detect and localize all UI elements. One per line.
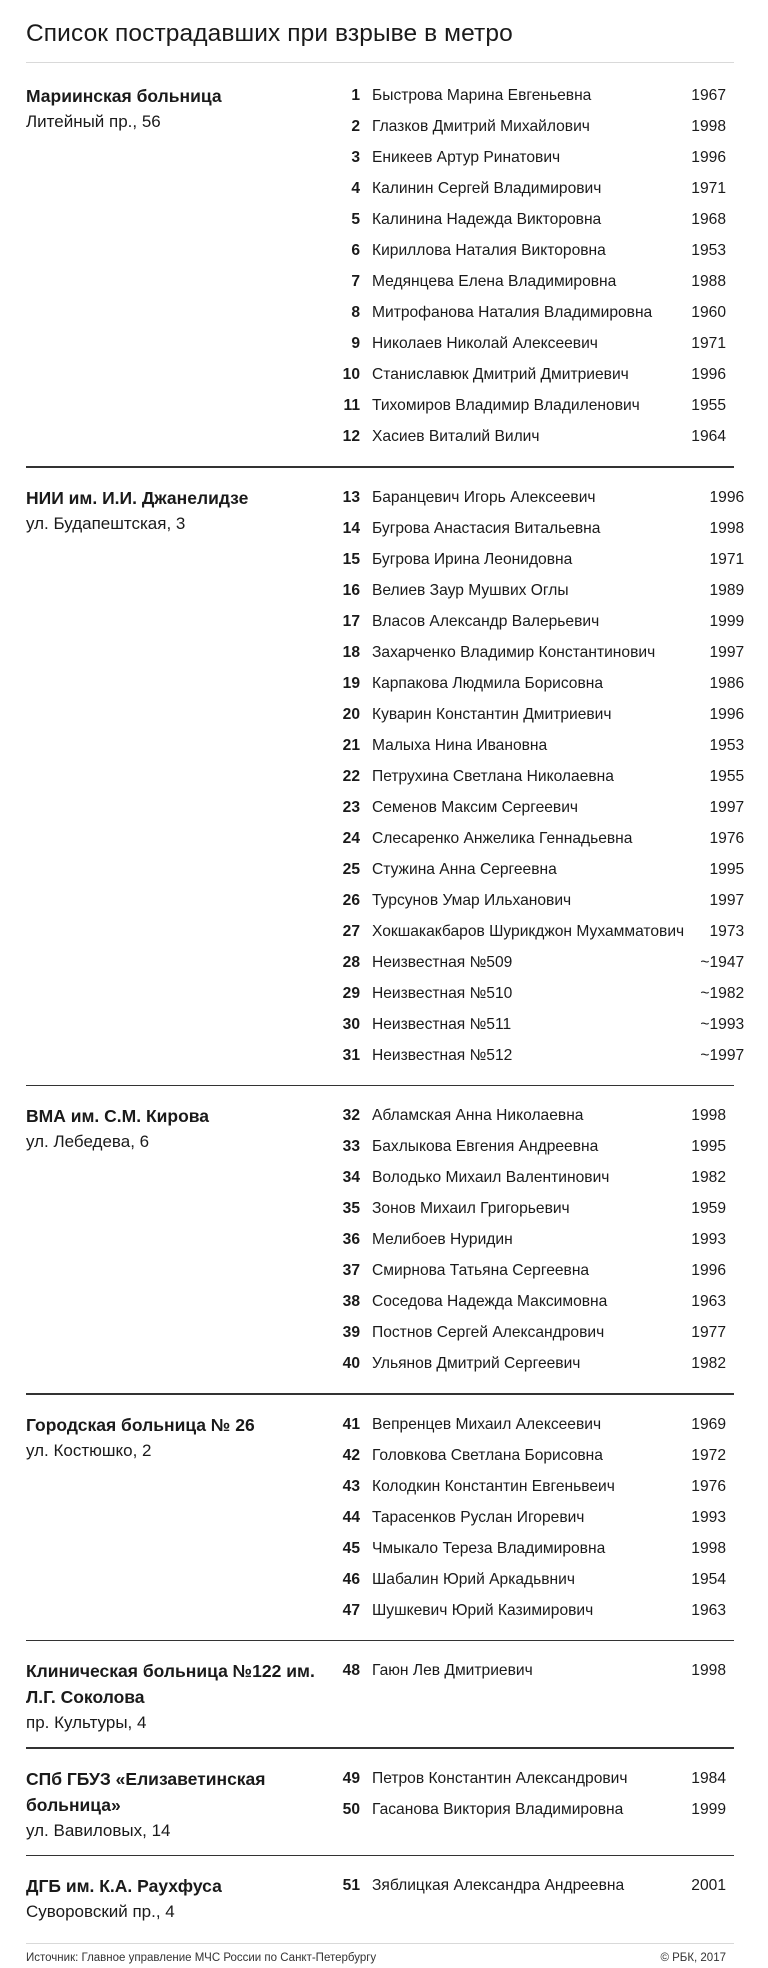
victim-row	[326, 671, 752, 702]
victim-row	[326, 1043, 752, 1074]
hospital-section	[26, 485, 745, 1074]
victim-name: Зонов Михаил Григорьевич	[372, 1200, 570, 1217]
victim-birth-year: 1954	[691, 1570, 726, 1588]
victim-row	[326, 83, 734, 114]
victim-birth-year: 1989	[709, 581, 745, 599]
victim-row	[326, 331, 734, 362]
victim-name: Тихомиров Владимир Владиленович	[372, 397, 640, 414]
victim-number: 8	[351, 304, 360, 321]
victim-birth-year: 1959	[691, 1200, 726, 1217]
victim-list	[326, 1873, 734, 1925]
victim-list	[326, 1658, 734, 1736]
victim-birth-year: 1993	[691, 1231, 726, 1248]
victim-name: Шушкевич Юрий Казимирович	[372, 1601, 594, 1619]
victim-name: Хокшакакбаров Шурикджон Мухамматович	[372, 922, 685, 940]
hospital-info	[26, 1103, 326, 1382]
victim-birth-year: 1953	[709, 736, 745, 754]
victim-number: 21	[342, 736, 360, 754]
section-divider	[26, 1855, 734, 1857]
victim-number: 5	[351, 211, 360, 228]
victim-number: 41	[342, 1415, 360, 1433]
victim-name: Бугрова Анастасия Витальевна	[372, 519, 601, 537]
victim-row	[326, 1196, 734, 1227]
victim-birth-year: 1995	[709, 860, 745, 878]
hospital-name: СПб ГБУЗ «Елизаветинская больница»	[26, 1768, 266, 1815]
section-end-spacer	[26, 1925, 748, 1943]
victim-name: Баранцевич Игорь Алексеевич	[372, 488, 596, 506]
victim-birth-year: 1969	[691, 1415, 726, 1433]
victim-birth-year: 1968	[691, 211, 726, 228]
victim-birth-year: 1972	[691, 1446, 726, 1464]
victim-name: Малыха Нина Ивановна	[372, 736, 548, 754]
victim-row	[326, 1873, 734, 1904]
victim-number: 1	[351, 87, 360, 104]
victim-number: 14	[342, 519, 360, 537]
hospital-section	[26, 1766, 734, 1844]
victim-birth-year: 1955	[709, 767, 745, 785]
victim-birth-year: 1964	[691, 428, 726, 445]
section-divider	[26, 466, 734, 468]
hospital-name: Городская больница № 26	[26, 1414, 255, 1435]
hospital-address: ул. Костюшко, 2	[26, 1440, 152, 1460]
victim-number: 31	[342, 1046, 360, 1064]
victim-name: Станиславюк Дмитрий Дмитриевич	[372, 366, 629, 383]
victim-birth-year: 1986	[709, 674, 745, 692]
section-divider	[26, 1085, 734, 1087]
victim-list	[326, 485, 752, 1074]
victim-row	[326, 1505, 734, 1536]
victim-birth-year: 1996	[691, 366, 726, 383]
victim-number: 27	[342, 922, 360, 940]
victim-row	[326, 888, 752, 919]
hospital-name: Мариинская больница	[26, 86, 222, 106]
victim-number: 46	[342, 1570, 360, 1588]
victim-birth-year: 1960	[691, 304, 726, 321]
victim-birth-year: 1997	[709, 798, 745, 816]
victim-birth-year: 1996	[691, 149, 726, 166]
victim-row	[326, 702, 752, 733]
victim-name: Медянцева Елена Владимировна	[372, 273, 617, 290]
victim-name: Гасанова Виктория Владимировна	[372, 1800, 624, 1818]
hospital-section	[26, 1103, 734, 1382]
victim-birth-year: 1953	[691, 242, 726, 259]
victim-name: Шабалин Юрий Аркадьвнич	[372, 1570, 576, 1588]
victim-number: 35	[342, 1200, 360, 1217]
victim-birth-year: 1971	[691, 180, 726, 197]
victim-birth-year: 1997	[709, 891, 745, 909]
victim-row	[326, 857, 752, 888]
victim-number: 39	[342, 1324, 360, 1341]
victim-number: 15	[342, 550, 360, 568]
victim-row	[326, 1320, 734, 1351]
victim-name: Неизвестная №512	[372, 1046, 513, 1064]
victim-row	[326, 1012, 752, 1043]
victim-number: 25	[342, 860, 360, 878]
victim-name: Неизвестная №510	[372, 984, 513, 1002]
victim-row	[326, 1797, 734, 1828]
victim-name: Стужина Анна Сергеевна	[372, 860, 557, 878]
victim-birth-year: 1955	[691, 397, 726, 414]
victim-birth-year: ~1997	[700, 1046, 745, 1064]
victim-birth-year: 1998	[691, 1662, 726, 1679]
victim-birth-year: 1997	[709, 643, 745, 661]
victim-row	[326, 176, 734, 207]
victim-name: Куварин Константин Дмитриевич	[372, 705, 612, 723]
victim-name: Велиев Заур Мушвих Оглы	[372, 581, 569, 599]
victim-row	[326, 1227, 734, 1258]
hospital-name: Клиническая больница №122 им. Л.Г. Соколова	[26, 1661, 315, 1707]
victim-number: 29	[342, 984, 360, 1002]
victim-number: 24	[342, 829, 360, 847]
victim-birth-year: 1984	[691, 1769, 726, 1787]
victim-number: 28	[342, 953, 360, 971]
victim-name: Головкова Светлана Борисовна	[372, 1446, 603, 1464]
victim-birth-year: ~1947	[700, 953, 745, 971]
victim-row	[326, 1165, 734, 1196]
victim-number: 44	[342, 1508, 360, 1526]
hospital-info	[26, 1873, 326, 1925]
victim-birth-year: 1976	[691, 1477, 726, 1495]
victim-birth-year: 1993	[691, 1508, 726, 1526]
section-divider	[26, 1640, 734, 1642]
victim-name: Карпакова Людмила Борисовна	[372, 674, 604, 692]
victim-birth-year: 1973	[709, 922, 745, 940]
victim-birth-year: 1996	[691, 1262, 726, 1279]
victim-name: Митрофанова Наталия Владимировна	[372, 304, 653, 321]
victim-name: Петрухина Светлана Николаевна	[372, 767, 614, 785]
victim-birth-year: 1963	[691, 1293, 726, 1310]
victim-name: Хасиев Виталий Вилич	[372, 428, 540, 445]
hospital-address: пр. Культуры, 4	[26, 1713, 147, 1732]
victim-name: Калинин Сергей Владимирович	[372, 180, 602, 197]
victim-number: 42	[342, 1446, 360, 1464]
victim-number: 19	[342, 674, 360, 692]
victim-row	[326, 919, 752, 950]
victim-birth-year: 1971	[709, 550, 745, 568]
victim-name: Захарченко Владимир Константинович	[372, 643, 656, 661]
victim-number: 32	[342, 1107, 360, 1124]
victim-row	[326, 424, 734, 455]
victim-name: Вепренцев Михаил Алексеевич	[372, 1415, 602, 1433]
victim-row	[326, 733, 752, 764]
victim-row	[326, 578, 752, 609]
victim-row	[326, 1134, 734, 1165]
victim-number: 49	[342, 1769, 360, 1787]
section-divider	[26, 1747, 734, 1749]
victim-row	[326, 795, 752, 826]
victim-name: Ульянов Дмитрий Сергеевич	[372, 1355, 581, 1372]
victim-birth-year: 1998	[709, 519, 745, 537]
victim-number: 7	[351, 273, 360, 290]
victim-row	[326, 207, 734, 238]
hospital-address: Литейный пр., 56	[26, 112, 161, 131]
victim-number: 26	[342, 891, 360, 909]
hospital-info	[26, 83, 326, 455]
victim-row	[326, 764, 752, 795]
victim-birth-year: 1977	[691, 1324, 726, 1341]
victim-number: 11	[343, 397, 360, 414]
victim-number: 37	[342, 1262, 360, 1279]
victim-name: Постнов Сергей Александрович	[372, 1324, 605, 1341]
victim-number: 12	[342, 428, 360, 445]
victim-list	[326, 1103, 734, 1382]
victim-name: Бахлыкова Евгения Андреевна	[372, 1138, 599, 1155]
hospital-address: ул. Вавиловых, 14	[26, 1820, 171, 1840]
victim-name: Николаев Николай Алексеевич	[372, 335, 598, 352]
victim-name: Кириллова Наталия Викторовна	[372, 242, 606, 259]
victim-number: 4	[351, 180, 360, 197]
victim-number: 36	[342, 1231, 360, 1248]
victim-number: 3	[351, 149, 360, 166]
victim-list	[326, 1766, 734, 1844]
victim-birth-year: 1971	[691, 335, 726, 352]
victim-row	[326, 300, 734, 331]
victim-name: Неизвестная №509	[372, 953, 513, 971]
victim-row	[326, 1103, 734, 1134]
hospital-section	[26, 1658, 734, 1736]
victim-name: Зяблицкая Александра Андреевна	[372, 1877, 625, 1894]
victim-number: 16	[342, 581, 360, 599]
victim-number: 47	[342, 1601, 360, 1619]
victim-birth-year: 1967	[691, 87, 726, 104]
victim-row	[326, 1351, 734, 1382]
victim-number: 22	[342, 767, 360, 785]
source-note: Источник: Главное управление МЧС России по Санкт-Петербургу	[26, 1952, 377, 1964]
victim-name: Абламская Анна Николаевна	[372, 1107, 584, 1124]
hospital-name: ВМА им. С.М. Кирова	[26, 1106, 210, 1126]
victim-number: 13	[342, 488, 360, 506]
hospital-address: ул. Будапештская, 3	[26, 513, 186, 533]
victim-row	[326, 485, 752, 516]
hospital-info	[26, 1412, 326, 1629]
victim-number: 50	[342, 1800, 360, 1818]
victim-number: 9	[351, 335, 360, 352]
victim-number: 34	[342, 1169, 360, 1186]
victim-row	[326, 145, 734, 176]
victim-row	[326, 362, 734, 393]
victim-name: Колодкин Константин Евгеньвеич	[372, 1477, 615, 1495]
victim-name: Смирнова Татьяна Сергеевна	[372, 1262, 590, 1279]
title-divider	[26, 62, 734, 63]
victim-name: Неизвестная №511	[372, 1015, 512, 1033]
victim-birth-year: 1976	[709, 829, 745, 847]
victim-name: Мелибоев Нуридин	[372, 1231, 513, 1248]
victim-list	[326, 1412, 734, 1629]
victim-row	[326, 1412, 734, 1443]
victim-name: Турсунов Умар Ильханович	[372, 891, 572, 909]
victim-number: 51	[342, 1877, 360, 1894]
victim-name: Бугрова Ирина Леонидовна	[372, 550, 573, 568]
victim-number: 30	[342, 1015, 360, 1033]
victim-row	[326, 640, 752, 671]
victim-number: 17	[342, 612, 360, 630]
victim-name: Гаюн Лев Дмитриевич	[372, 1662, 533, 1679]
victim-name: Слесаренко Анжелика Геннадьевна	[372, 829, 633, 847]
victim-row	[326, 114, 734, 145]
victim-row	[326, 393, 734, 424]
victim-row	[326, 516, 752, 547]
victim-row	[326, 1289, 734, 1320]
victim-row	[326, 269, 734, 300]
hospital-info	[26, 1766, 326, 1844]
victim-name: Тарасенков Руслан Игоревич	[372, 1508, 585, 1526]
victim-row	[326, 950, 752, 981]
victim-birth-year: ~1982	[700, 984, 745, 1002]
victim-birth-year: 1982	[691, 1169, 726, 1186]
victim-number: 23	[342, 798, 360, 816]
victim-row	[326, 1658, 734, 1689]
victim-row	[326, 981, 752, 1012]
victim-number: 43	[342, 1477, 360, 1495]
victim-number: 33	[342, 1138, 360, 1155]
hospital-info	[26, 485, 326, 1074]
victim-row	[326, 1598, 734, 1629]
victim-birth-year: 1999	[709, 612, 745, 630]
victim-name: Володько Михаил Валентинович	[372, 1169, 610, 1186]
victim-number: 10	[342, 366, 360, 383]
hospital-section	[26, 1412, 734, 1629]
victim-row	[326, 1536, 734, 1567]
victim-name: Глазков Дмитрий Михайлович	[372, 118, 590, 135]
victim-number: 40	[342, 1355, 360, 1372]
victim-name: Семенов Максим Сергеевич	[372, 798, 579, 816]
page-title: Список пострадавших при взрыве в метро	[26, 20, 513, 47]
victim-birth-year: 1988	[691, 273, 726, 290]
victim-number: 20	[342, 705, 360, 723]
victim-row	[326, 1474, 734, 1505]
victim-number: 6	[351, 242, 360, 259]
victim-row	[326, 547, 752, 578]
victim-row	[326, 609, 752, 640]
victim-name: Калинина Надежда Викторовна	[372, 211, 602, 228]
victim-name: Петров Константин Александрович	[372, 1769, 628, 1787]
victim-number: 2	[351, 118, 360, 135]
hospital-sections	[26, 83, 748, 1943]
victim-number: 38	[342, 1293, 360, 1310]
victim-name: Чмыкало Тереза Владимировна	[372, 1539, 606, 1557]
hospital-name: ДГБ им. К.А. Раухфуса	[26, 1876, 222, 1896]
victim-birth-year: 2001	[691, 1877, 726, 1894]
victim-row	[326, 238, 734, 269]
victim-row	[326, 1258, 734, 1289]
victim-number: 48	[342, 1662, 360, 1679]
hospital-address: ул. Лебедева, 6	[26, 1132, 150, 1151]
victim-birth-year: 1998	[691, 1539, 726, 1557]
victim-row	[326, 1766, 734, 1797]
victim-birth-year: 1996	[709, 705, 745, 723]
hospital-section	[26, 83, 734, 455]
victim-name: Быстрова Марина Евгеньевна	[372, 87, 592, 104]
victim-row	[326, 1567, 734, 1598]
victim-number: 45	[342, 1539, 360, 1557]
footer	[26, 1944, 734, 1968]
hospital-name: НИИ им. И.И. Джанелидзе	[26, 487, 249, 508]
victim-list	[326, 83, 734, 455]
hospital-section	[26, 1873, 734, 1925]
victim-row	[326, 826, 752, 857]
victim-birth-year: 1982	[691, 1355, 726, 1372]
victim-birth-year: 1963	[691, 1601, 726, 1619]
victim-birth-year: 1995	[691, 1138, 726, 1155]
hospital-address: Суворовский пр., 4	[26, 1902, 175, 1921]
victim-birth-year: ~1993	[700, 1015, 745, 1033]
victim-birth-year: 1996	[709, 488, 745, 506]
victim-number: 18	[342, 643, 360, 661]
victim-birth-year: 1998	[691, 1107, 726, 1124]
victim-name: Соседова Надежда Максимовна	[372, 1293, 608, 1310]
hospital-info	[26, 1658, 326, 1736]
victim-birth-year: 1998	[691, 118, 726, 135]
victim-name: Еникеев Артур Ринатович	[372, 149, 561, 166]
copyright: © РБК, 2017	[660, 1952, 726, 1964]
victim-birth-year: 1999	[691, 1800, 726, 1818]
victim-row	[326, 1443, 734, 1474]
victim-name: Власов Александр Валерьевич	[372, 612, 600, 630]
section-divider	[26, 1393, 734, 1395]
